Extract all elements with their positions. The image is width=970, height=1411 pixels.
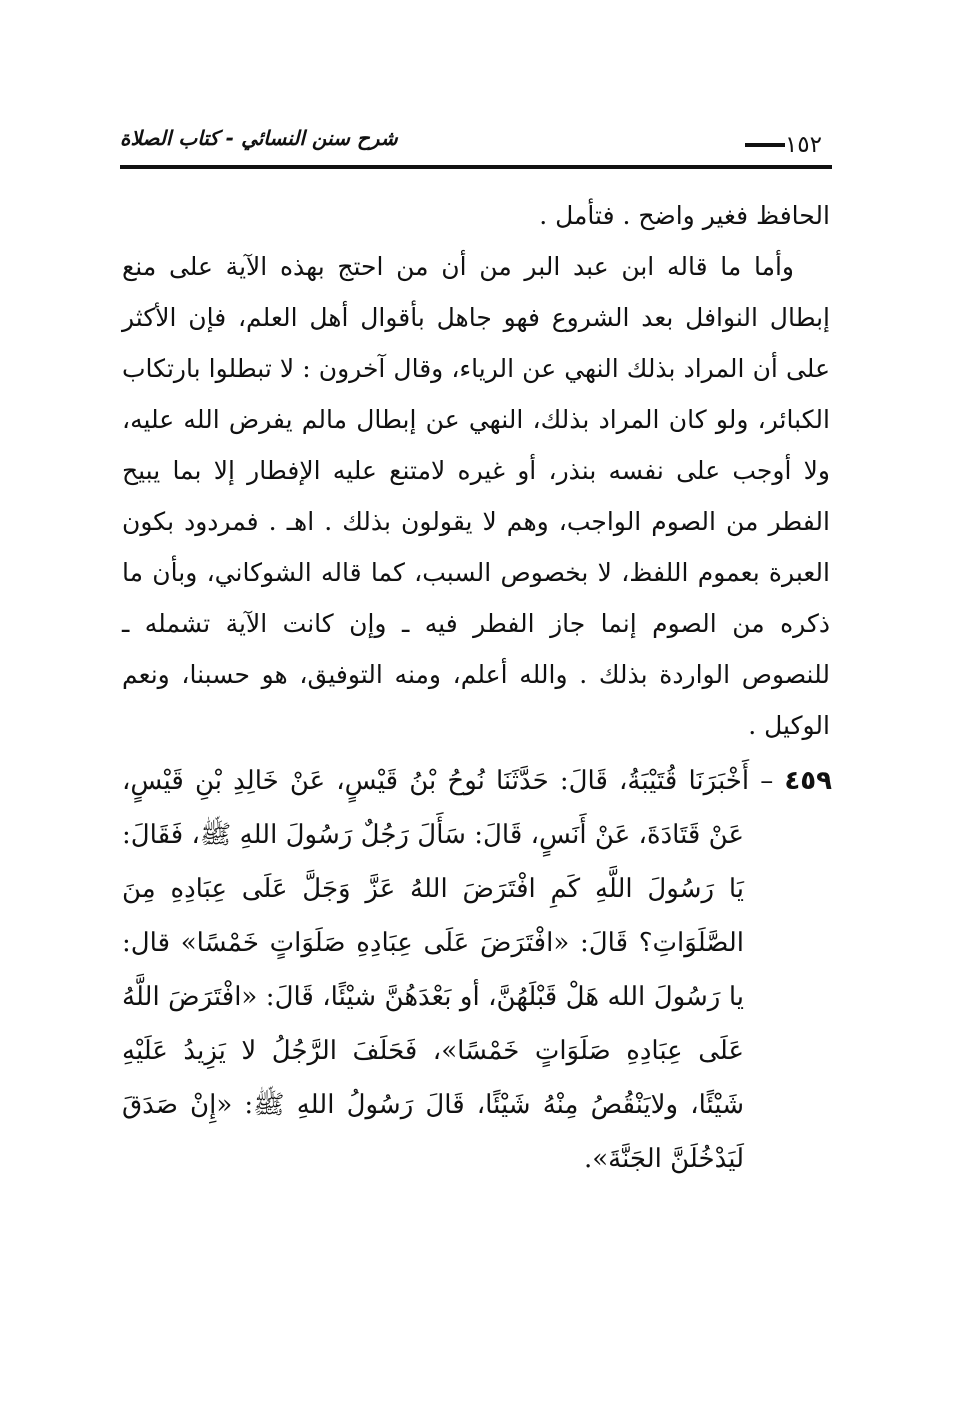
hadith-block bbox=[122, 754, 832, 1186]
header-rule bbox=[120, 165, 832, 169]
hadith-number: ٤٥٩ bbox=[784, 766, 832, 796]
page-number: ١٥٢ bbox=[784, 132, 822, 158]
paragraph-ibn-abd-al-barr: وأما ما قاله ابن عبد البر من أن من احتج بهذه الآية على منع إبطال النوافل بعد الشروع فهو جاهل بأقوال أهل العلم، فإن الأكثر على أن المراد بذلك النهي عن الرياء، وقال آخرون : لا تبطلوا بارتكاب الكبائر، ولو كان المراد بذلك، النهي عن إبطال مالم يفرض الله عليه، ولا أوجب على نفسه بنذر، أو غيره لامتنع عليه الإفطار إلا بما يبيح الفطر من الصوم الواجب، وهم لا يقولون بذلك . اهـ . فمردود بكون العبرة بعموم اللفظ، لا بخصوص السبب، كما قاله الشوكاني، وبأن ما ذكره من الصوم إنما جاز الفطر فيه ـ وإن كانت الآية تشمله ـ للنصوص الواردة بذلك . والله أعلم، ومنه التوفيق، هو حسبنا، ونعم الوكيل . bbox=[122, 252, 830, 740]
running-title: شرح سنن النسائي - كتاب الصلاة bbox=[120, 126, 398, 150]
commentary-text bbox=[122, 190, 830, 751]
hadith-paragraph bbox=[122, 754, 832, 1186]
hadith-text: أَخْبَرَنَا قُتَيْبَةُ، قَالَ: حَدَّثَنَا نُوحُ بْنُ قَيْسٍ، عَنْ خَالِدِ بْنِ قَيْسٍ، عَنْ قَتَادَةَ، عَنْ أَنَسٍ، قَالَ: سَأَلَ رَجُلٌ رَسُولَ اللهِ ﷺ، فَقَالَ: يَا رَسُولَ اللَّهِ كَمِ افْتَرَضَ اللهُ عَزَّ وَجَلَّ عَلَى عِبَادِهِ مِنَ الصَّلَوَاتِ؟ قَالَ: «افْتَرَضَ عَلَى عِبَادِهِ صَلَوَاتٍ خَمْسًا» قال: يا رَسُولَ الله هَلْ قَبْلَهُنَّ، أو بَعْدَهُنَّ شيْئًا، قَالَ: «افْتَرَضَ اللَّهُ عَلَى عِبَادِهِ صَلَوَاتٍ خَمْسًا»، فَحَلَفَ الرَّجُلُ لا يَزِيدُ عَلَيْهِ شَيْئًا، ولايَنْقُصُ مِنْهُ شَيْئًا، قَالَ رَسُولُ اللهِ ﷺ: «إِنْ صَدَقَ لَيَدْخُلَنَّ الجَنَّةَ». bbox=[122, 766, 750, 1174]
hadith-dash: – bbox=[749, 766, 785, 796]
page-number-block bbox=[745, 132, 832, 158]
paragraph-continuation: الحافظ فغير واضح . فتأمل . bbox=[539, 201, 830, 230]
page-number-dash bbox=[745, 143, 785, 147]
page-header bbox=[120, 118, 832, 168]
